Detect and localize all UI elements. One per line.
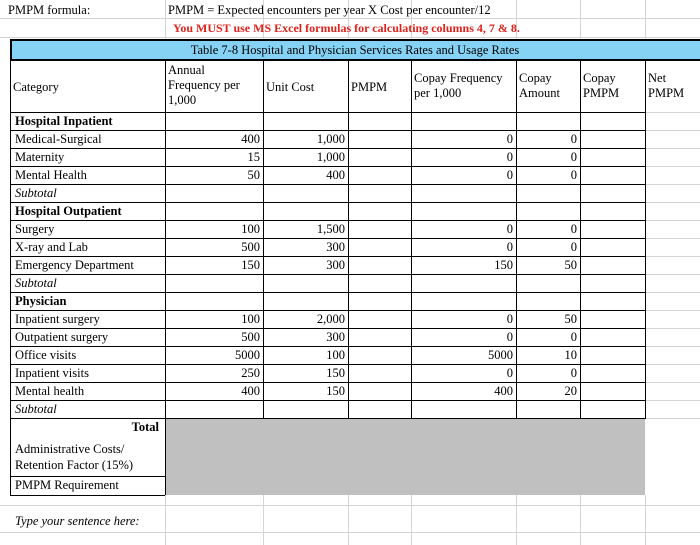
gridline — [0, 37, 700, 38]
gridline — [263, 495, 264, 545]
border — [10, 148, 645, 149]
gridline — [645, 495, 646, 545]
border — [411, 61, 412, 419]
gridline — [411, 495, 412, 545]
copay-amount-cell[interactable]: 20 — [564, 384, 577, 398]
copay-amount-cell[interactable]: 50 — [564, 258, 577, 272]
header-annual-frequency: Annual Frequency per 1,000 — [168, 63, 240, 107]
annual-frequency-cell[interactable]: 500 — [241, 240, 260, 254]
unit-cost-cell[interactable]: 300 — [326, 258, 345, 272]
unit-cost-cell[interactable]: 300 — [326, 240, 345, 254]
gridline — [645, 184, 700, 185]
unit-cost-cell[interactable]: 100 — [326, 348, 345, 362]
instruction-text: You MUST use MS Excel formulas for calculating columns 4, 7 & 8. — [173, 21, 520, 35]
category-cell[interactable]: Medical-Surgical — [15, 132, 102, 146]
category-cell[interactable]: Hospital Inpatient — [15, 114, 113, 128]
unit-cost-cell[interactable]: 300 — [326, 330, 345, 344]
annual-frequency-cell[interactable]: 15 — [247, 150, 260, 164]
gridline — [645, 346, 700, 347]
category-cell[interactable]: Subtotal — [15, 186, 57, 200]
gridline — [165, 0, 166, 40]
header-copay-amount: Copay Amount — [519, 71, 560, 100]
category-cell[interactable]: Maternity — [15, 150, 65, 164]
category-cell[interactable]: Outpatient surgery — [15, 330, 109, 344]
gridline — [0, 505, 700, 506]
gridline — [645, 166, 700, 167]
category-cell[interactable]: Physician — [15, 294, 67, 308]
border — [10, 184, 645, 185]
thick-border — [10, 59, 700, 61]
border — [580, 61, 581, 419]
copay-amount-cell[interactable]: 50 — [564, 312, 577, 326]
copay-frequency-cell[interactable]: 0 — [506, 312, 513, 326]
gridline — [645, 382, 700, 383]
gridline — [645, 130, 700, 131]
border — [348, 61, 349, 419]
category-cell[interactable]: Emergency Department — [15, 258, 134, 272]
border — [10, 256, 645, 257]
category-cell[interactable]: Surgery — [15, 222, 55, 236]
border — [10, 328, 645, 329]
header-unit-cost: Unit Cost — [266, 80, 315, 94]
header-copay-pmpm: Copay PMPM — [583, 71, 620, 100]
unit-cost-cell[interactable]: 150 — [326, 384, 345, 398]
border — [10, 274, 645, 275]
pmpm-requirement-label: PMPM Requirement — [15, 478, 119, 492]
category-cell[interactable]: Inpatient surgery — [15, 312, 100, 326]
formula-text: PMPM = Expected encounters per year X Cost per encounter/12 — [168, 3, 491, 17]
gridline — [645, 148, 700, 149]
copay-frequency-cell[interactable]: 0 — [506, 366, 513, 380]
unit-cost-cell[interactable]: 1,000 — [316, 132, 345, 146]
border — [165, 419, 166, 495]
annual-frequency-cell[interactable]: 250 — [241, 366, 260, 380]
copay-frequency-cell[interactable]: 0 — [506, 132, 513, 146]
gridline — [0, 532, 700, 533]
copay-frequency-cell[interactable]: 150 — [494, 258, 513, 272]
border — [10, 166, 645, 167]
unit-cost-cell[interactable]: 150 — [326, 366, 345, 380]
annual-frequency-cell[interactable]: 100 — [241, 312, 260, 326]
gridline — [645, 220, 700, 221]
category-cell[interactable]: Subtotal — [15, 402, 57, 416]
border — [10, 382, 645, 383]
gridline — [645, 112, 700, 113]
category-cell[interactable]: Office visits — [15, 348, 77, 362]
annual-frequency-cell[interactable]: 400 — [241, 384, 260, 398]
annual-frequency-cell[interactable]: 50 — [247, 168, 260, 182]
unit-cost-cell[interactable]: 2,000 — [316, 312, 345, 326]
border — [10, 476, 165, 477]
border — [645, 61, 646, 419]
copay-amount-cell[interactable]: 10 — [564, 348, 577, 362]
gridline — [645, 202, 700, 203]
copay-frequency-cell[interactable]: 0 — [506, 222, 513, 236]
border — [10, 61, 11, 496]
gridline — [580, 495, 581, 545]
category-cell[interactable]: Inpatient visits — [15, 366, 89, 380]
header-category: Category — [13, 80, 59, 94]
border — [10, 346, 645, 347]
copay-frequency-cell[interactable]: 0 — [506, 150, 513, 164]
border — [10, 495, 165, 496]
category-cell[interactable]: Subtotal — [15, 276, 57, 290]
gridline — [645, 256, 700, 257]
header-pmpm: PMPM — [351, 80, 388, 94]
gridline — [645, 274, 700, 275]
copay-amount-cell[interactable]: 0 — [570, 222, 577, 236]
header-net-pmpm: Net PMPM — [648, 71, 685, 100]
annual-frequency-cell[interactable]: 150 — [241, 258, 260, 272]
gridline — [645, 400, 700, 401]
copay-frequency-cell[interactable]: 5000 — [488, 348, 513, 362]
copay-amount-cell[interactable]: 0 — [570, 150, 577, 164]
admin-costs-label: Administrative Costs/ Retention Factor (15%) — [15, 442, 134, 472]
border — [263, 61, 264, 419]
annual-frequency-cell[interactable]: 500 — [241, 330, 260, 344]
shaded-total-area — [165, 419, 645, 495]
gridline — [645, 310, 700, 311]
border — [10, 202, 645, 203]
footer-prompt[interactable]: Type your sentence here: — [15, 514, 140, 528]
unit-cost-cell[interactable]: 1,000 — [316, 150, 345, 164]
category-cell[interactable]: Hospital Outpatient — [15, 204, 122, 218]
copay-amount-cell[interactable]: 0 — [570, 132, 577, 146]
border — [516, 61, 517, 419]
annual-frequency-cell[interactable]: 400 — [241, 132, 260, 146]
border — [10, 310, 645, 311]
formula-label: PMPM formula: — [8, 3, 91, 17]
copay-amount-cell[interactable]: 0 — [570, 240, 577, 254]
gridline — [645, 418, 700, 419]
copay-amount-cell[interactable]: 0 — [570, 366, 577, 380]
annual-frequency-cell[interactable]: 5000 — [235, 348, 260, 362]
gridline — [645, 238, 700, 239]
gridline — [645, 328, 700, 329]
border — [10, 400, 645, 401]
border — [10, 418, 645, 419]
category-cell[interactable]: Mental health — [15, 384, 85, 398]
border — [10, 220, 645, 221]
gridline — [348, 495, 349, 545]
border — [10, 364, 645, 365]
copay-frequency-cell[interactable]: 400 — [494, 384, 513, 398]
copay-amount-cell[interactable]: 0 — [570, 168, 577, 182]
thick-border — [10, 39, 700, 41]
header-copay-frequency: Copay Frequency per 1,000 — [414, 71, 503, 100]
total-label: Total — [131, 420, 159, 434]
border — [10, 238, 645, 239]
border — [10, 292, 645, 293]
border — [10, 130, 645, 131]
border — [10, 112, 645, 113]
category-cell[interactable]: Mental Health — [15, 168, 87, 182]
unit-cost-cell[interactable]: 1,500 — [316, 222, 345, 236]
table-title: Table 7-8 Hospital and Physician Services Rates and Usage Rates — [190, 43, 520, 57]
border — [165, 61, 166, 419]
copay-frequency-cell[interactable]: 0 — [506, 168, 513, 182]
copay-frequency-cell[interactable]: 0 — [506, 330, 513, 344]
annual-frequency-cell[interactable]: 100 — [241, 222, 260, 236]
gridline — [645, 292, 700, 293]
copay-amount-cell[interactable]: 0 — [570, 330, 577, 344]
category-cell[interactable]: X-ray and Lab — [15, 240, 88, 254]
gridline — [516, 495, 517, 545]
copay-frequency-cell[interactable]: 0 — [506, 240, 513, 254]
gridline — [645, 364, 700, 365]
unit-cost-cell[interactable]: 400 — [326, 168, 345, 182]
